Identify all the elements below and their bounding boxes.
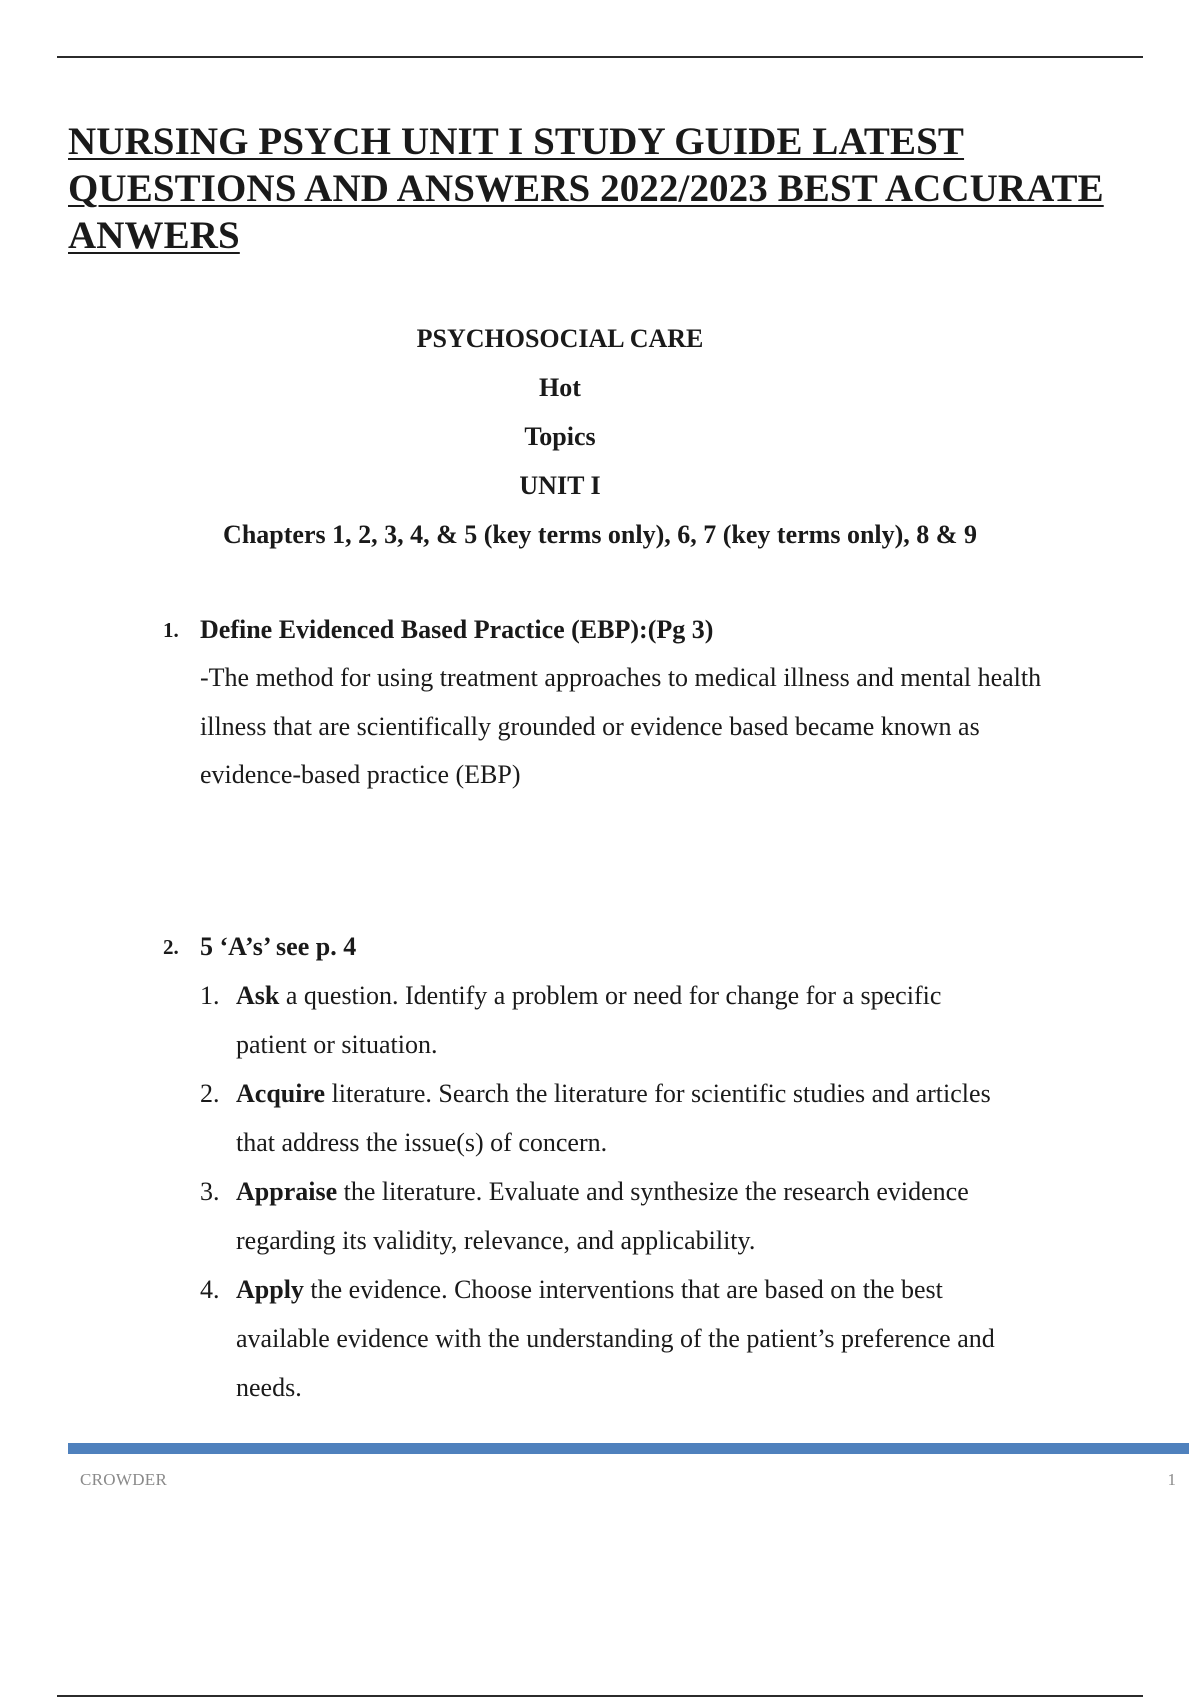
step-text: the evidence. Choose interventions that are based on the best available evidence with the understanding of the patient’s preference and needs.: [236, 1275, 995, 1402]
question-1: [163, 606, 1063, 800]
step-keyword: Appraise: [236, 1177, 338, 1206]
step-keyword: Acquire: [236, 1079, 326, 1108]
question-heading: [163, 606, 1063, 654]
step-number: 1.: [200, 981, 220, 1010]
footer-page-number: 1: [1167, 1470, 1176, 1489]
five-as-list: [163, 971, 1063, 1412]
question-text: Define Evidenced Based Practice (EBP):(Pg 3): [200, 615, 714, 644]
unit-heading: UNIT I: [519, 471, 601, 500]
step-keyword: Ask: [236, 981, 280, 1010]
title-block: [60, 314, 1060, 510]
step-text: the literature. Evaluate and synthesize the research evidence regarding its validity, relevance, and applicability.: [236, 1177, 969, 1255]
top-rule: [57, 56, 1143, 58]
list-item: [163, 1265, 1016, 1412]
step-text: a question. Identify a problem or need for change for a specific patient or situation.: [236, 981, 942, 1059]
question-heading: [163, 923, 1063, 971]
step-number: 2.: [200, 1079, 220, 1108]
footer-bar: [68, 1443, 1189, 1454]
chapters-line: Chapters 1, 2, 3, 4, & 5 (key terms only), 6, 7 (key terms only), 8 & 9: [223, 520, 977, 549]
list-item: [163, 971, 1016, 1069]
question-text: 5 ‘A’s’ see p. 4: [200, 932, 357, 961]
answer-text: -The method for using treatment approaches to medical illness and mental health illness that are scientifically grounded or evidence based became known as evidence-based practice (EBP): [200, 663, 1042, 789]
subtitle-hot: Hot: [539, 373, 581, 402]
question-number: 1.: [163, 618, 179, 642]
document-title: NURSING PSYCH UNIT I STUDY GUIDE LATEST QUESTIONS AND ANSWERS 2022/2023 BEST ACCURATE ANWERS: [68, 120, 1104, 257]
chapters-block: [0, 510, 1200, 559]
list-item: [163, 1069, 1016, 1167]
list-item: [163, 1167, 1016, 1265]
bottom-rule: [57, 1695, 1143, 1697]
subtitle-topics: Topics: [524, 422, 596, 451]
section-heading: PSYCHOSOCIAL CARE: [416, 324, 704, 353]
step-number: 3.: [200, 1177, 220, 1206]
step-text: literature. Search the literature for scientific studies and articles that address the issue(s) of concern.: [236, 1079, 991, 1157]
question-number: 2.: [163, 935, 179, 959]
step-number: 4.: [200, 1275, 220, 1304]
step-keyword: Apply: [236, 1275, 304, 1304]
question-2: [163, 923, 1063, 1412]
footer-author: CROWDER: [80, 1470, 168, 1489]
